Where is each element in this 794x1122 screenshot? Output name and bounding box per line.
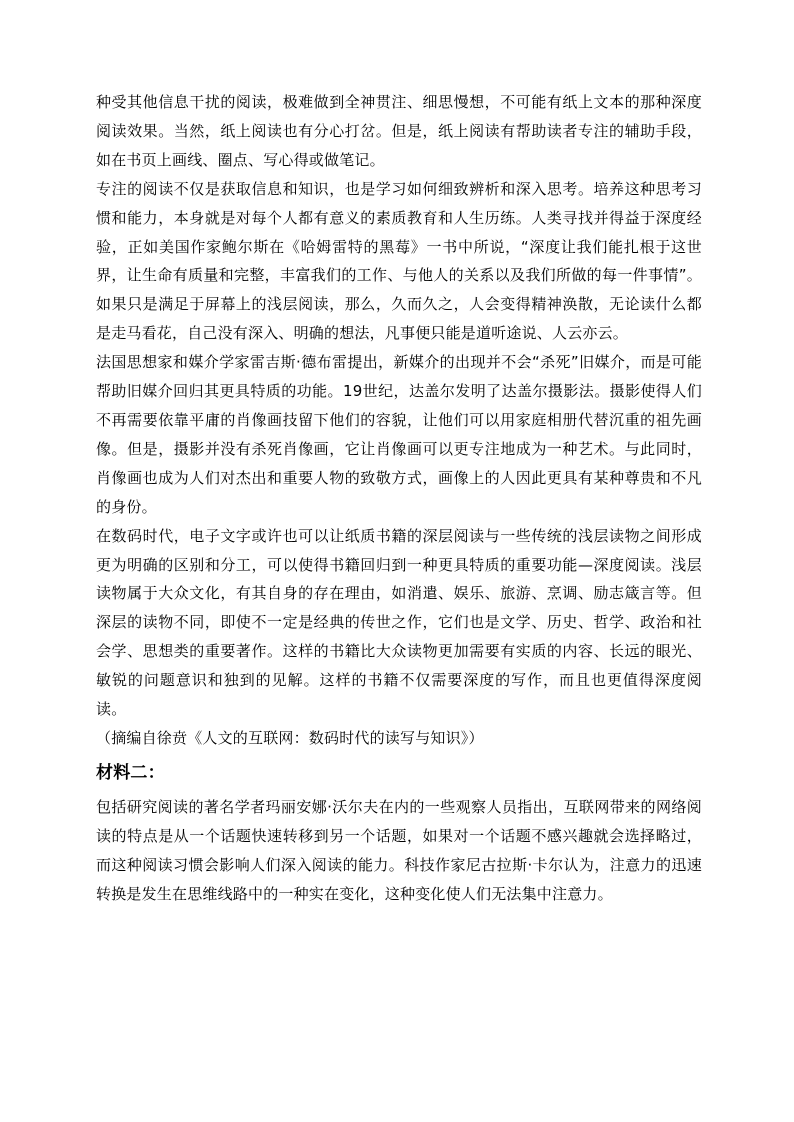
paragraph-2: 专注的阅读不仅是获取信息和知识，也是学习如何细致辨析和深入思考。培养这种思考习惯和能力，本身就是对每个人都有意义的素质教育和人生历练。人类寻找并得益于深度经验，正如美国作家鲍尔斯在《哈姆雷特的黑莓》一书中所说，“深度让我们能扎根于这世界，让生命有质量和完整，丰富我们的工作、与他人的关系以及我们所做的每一件事情”。如果只是满足于屏幕上的浅层阅读，那么，久而久之，人会变得精神涣散，无论读什么都是走马看花，自己没有深入、明确的想法，凡事便只能是道听途说、人云亦云。 [96,179,702,343]
paragraph-5: 包括研究阅读的著名学者玛丽安娜·沃尔夫在内的一些观察人员指出，互联网带来的网络阅读的特点是从一个话题快速转移到另一个话题，如果对一个话题不感兴趣就会选择略过，而这种阅读习惯会影响人们深入阅读的能力。科技作家尼古拉斯·卡尔认为，注意力的迅速转换是发生在思维线路中的一种实在变化，这种变化使人们无法集中注意力。 [96,797,702,903]
paragraph-1: 种受其他信息干扰的阅读，极难做到全神贯注、细思慢想，不可能有纸上文本的那种深度阅读效果。当然，纸上阅读也有分心打岔。但是，纸上阅读有帮助读者专注的辅助手段，如在书页上画线、圈点、写心得或做笔记。 [96,93,702,169]
document-page [96,88,702,908]
section-heading: 材料二： [96,762,165,783]
paragraph-4: 在数码时代，电子文字或许也可以让纸质书籍的深层阅读与一些传统的浅层读物之间形成更为明确的区别和分工，可以使得书籍回归到一种更具特质的重要功能—深度阅读。浅层读物属于大众文化，有其自身的存在理由，如消遣、娱乐、旅游、烹调、励志箴言等。但深层的读物不同，即使不一定是经典的传世之作，它们也是文学、历史、哲学、政治和社会学、思想类的重要著作。这样的书籍比大众读物更加需要有实质的内容、长远的眼光、敏锐的问题意识和独到的见解。这样的书籍不仅需要深度的写作，而且也更值得深度阅读。 [96,526,702,719]
source-citation: （摘编自徐贲《人文的互联网：数码时代的读写与知识》） [96,728,484,747]
paragraph-3: 法国思想家和媒介学家雷吉斯·德布雷提出，新媒介的出现并不会“杀死”旧媒介，而是可能帮助旧媒介回归其更具特质的功能。19世纪，达盖尔发明了达盖尔摄影法。摄影使得人们不再需要依靠平庸的肖像画技留下他们的容貌，让他们可以用家庭相册代替沉重的祖先画像。但是，摄影并没有杀死肖像画，它让肖像画可以更专注地成为一种艺术。与此同时，肖像画也成为人们对杰出和重要人物的致敬方式，画像上的人因此更具有某种尊贵和不凡的身份。 [96,353,702,516]
